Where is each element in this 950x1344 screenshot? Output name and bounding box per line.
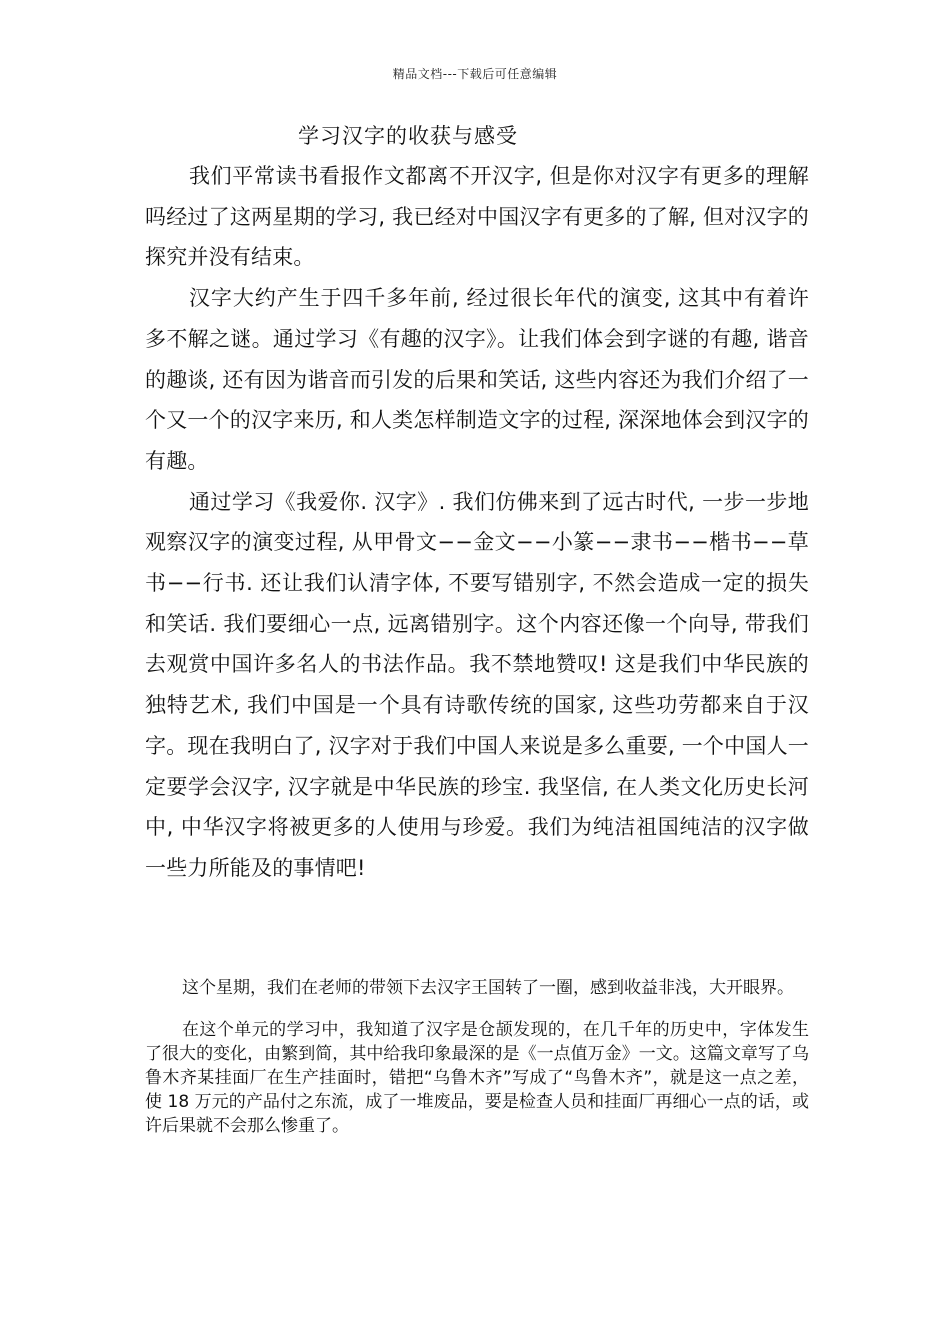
page-header: 精品文档---下载后可任意编辑: [392, 67, 558, 81]
notes-paragraph: 这个星期，我们在老师的带领下去汉字王国转了一圈，感到收益非浅，大开眼界。: [182, 978, 794, 998]
essay-paragraph: 通过学习《我爱你. 汉字》. 我们仿佛来到了远古时代, 一步一步地观察汉字的演变过程, 从甲骨文−−金文−−小篆−−隶书−−楷书−−草书−−行书. 还让我们认清字体, 不要写错别字, 不然会造成一定的损失和笑话. 我们要细心一点, 远离错别字。这个内容还像一个向导, 带我们去观赏中国许多名人的书法作品。我不禁地赞叹! 这是我们中华民族的独特艺术, 我们中国是一个具有诗歌传统的国家, 这些功劳都来自于汉字。现在我明白了, 汉字对于我们中国人来说是多么重要, 一个中国人一定要学会汉字, 汉字就是中华民族的珍宝. 我坚信, 在人类文化历史长河中, 中华汉字将被更多的人使用与珍爱。我们为纯洁祖国纯洁的汉字做一些力所能及的事情吧!: [145, 489, 809, 880]
notes-paragraph: 在这个单元的学习中，我知道了汉字是仓颉发现的，在几千年的历史中，字体发生了很大的变化，由繁到简，其中给我印象最深的是《一点值万金》一文。这篇文章写了乌鲁木齐某挂面厂在生产挂面时，错把“乌鲁木齐”写成了“鸟鲁木齐”，就是这一点之差，使 18 万元的产品付之东流，成了一堆废品，要是检查人员和挂面厂再细心一点的话，或许后果就不会那么惨重了。: [145, 1020, 809, 1136]
essay-paragraph: 汉字大约产生于四千多年前, 经过很长年代的演变, 这其中有着许多不解之谜。通过学习《有趣的汉字》。让我们体会到字谜的有趣, 谐音的趣谈, 还有因为谐音而引发的后果和笑话, 这些内容还为我们介绍了一个又一个的汉字来历, 和人类怎样制造文字的过程, 深深地体会到汉字的有趣。: [145, 286, 809, 473]
essay-body: [145, 156, 809, 889]
notes-section: [145, 976, 809, 1138]
essay-paragraph: 我们平常读书看报作文都离不开汉字, 但是你对汉字有更多的理解吗经过了这两星期的学习, 我已经对中国汉字有更多的了解, 但对汉字的探究并没有结束。: [145, 164, 809, 270]
document-title: 学习汉字的收获与感受: [298, 124, 518, 148]
